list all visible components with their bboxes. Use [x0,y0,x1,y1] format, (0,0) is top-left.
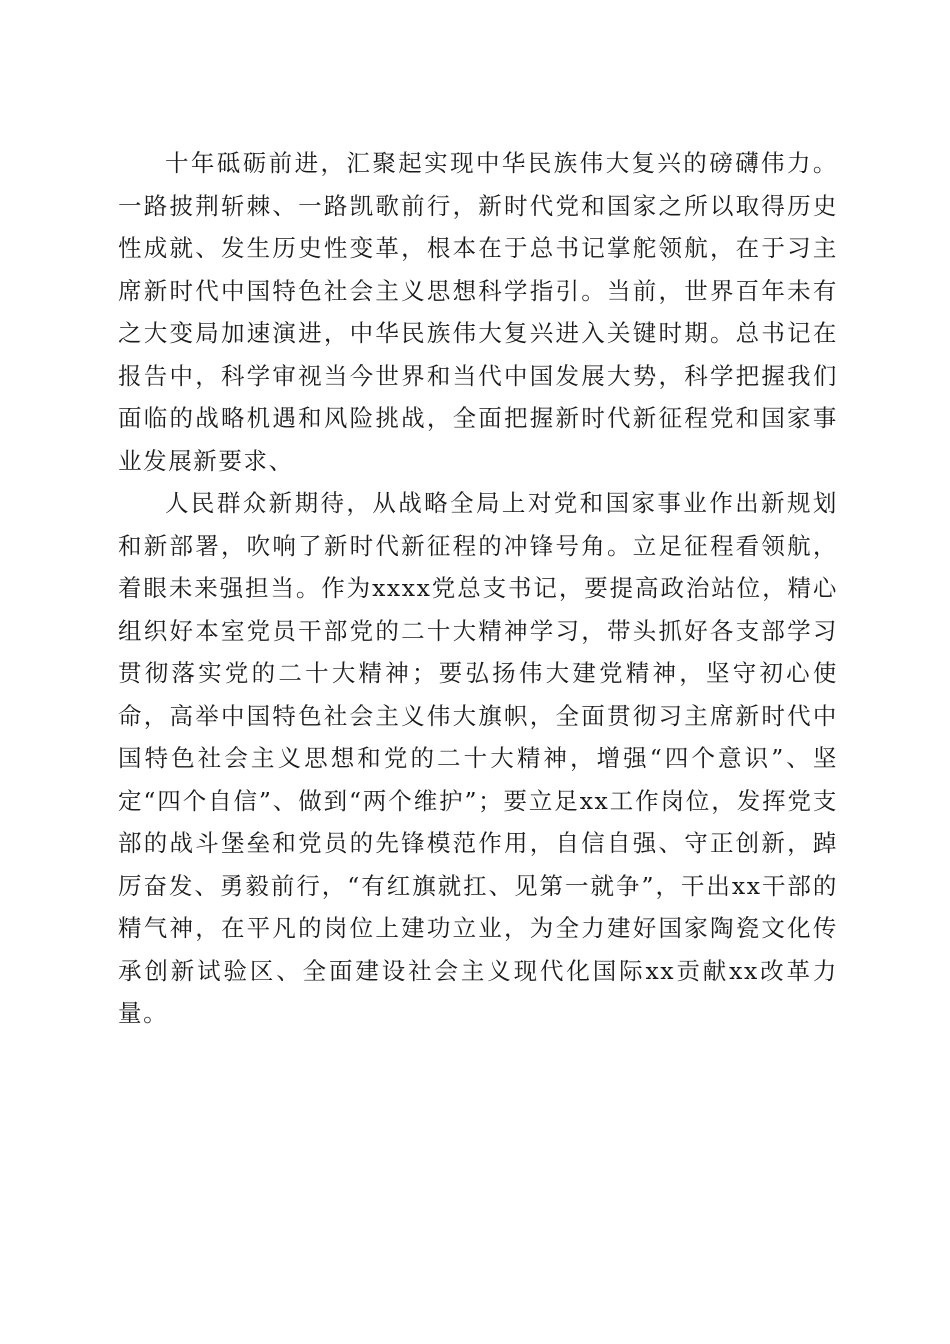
paragraph-2: 人民群众新期待，从战略全局上对党和国家事业作出新规划和新部署，吹响了新时代新征程的冲锋号角。立足征程看领航，着眼未来强担当。作为xxxx党总支书记，要提高政治站位，精心组织好本室党员干部党的二十大精神学习，带头抓好各支部学习贯彻落实党的二十大精神；要弘扬伟大建党精神，坚守初心使命，高举中国特色社会主义伟大旗帜，全面贯彻习主席新时代中国特色社会主义思想和党的二十大精神，增强“四个意识”、坚定“四个自信”、做到“两个维护”；要立足xx工作岗位，发挥党支部的战斗堡垒和党员的先锋模范作用，自信自强、守正创新，踔厉奋发、勇毅前行，“有红旗就扛、见第一就争”，干出xx干部的精气神，在平凡的岗位上建功立业，为全力建好国家陶瓷文化传承创新试验区、全面建设社会主义现代化国际xx贡献xx改革力量。 [118,489,838,1027]
paragraph-1: 十年砥砺前进，汇聚起实现中华民族伟大复兴的磅礴伟力。一路披荆斩棘、一路凯歌前行，新时代党和国家之所以取得历史性成就、发生历史性变革，根本在于总书记掌舵领航，在于习主席新时代中国特色社会主义思想科学指引。当前，世界百年未有之大变局加速演进，中华民族伟大复兴进入关键时期。总书记在报告中，科学审视当今世界和当代中国发展大势，科学把握我们面临的战略机遇和风险挑战，全面把握新时代新征程党和国家事业发展新要求、 [118,149,838,475]
document-body [118,142,838,1035]
